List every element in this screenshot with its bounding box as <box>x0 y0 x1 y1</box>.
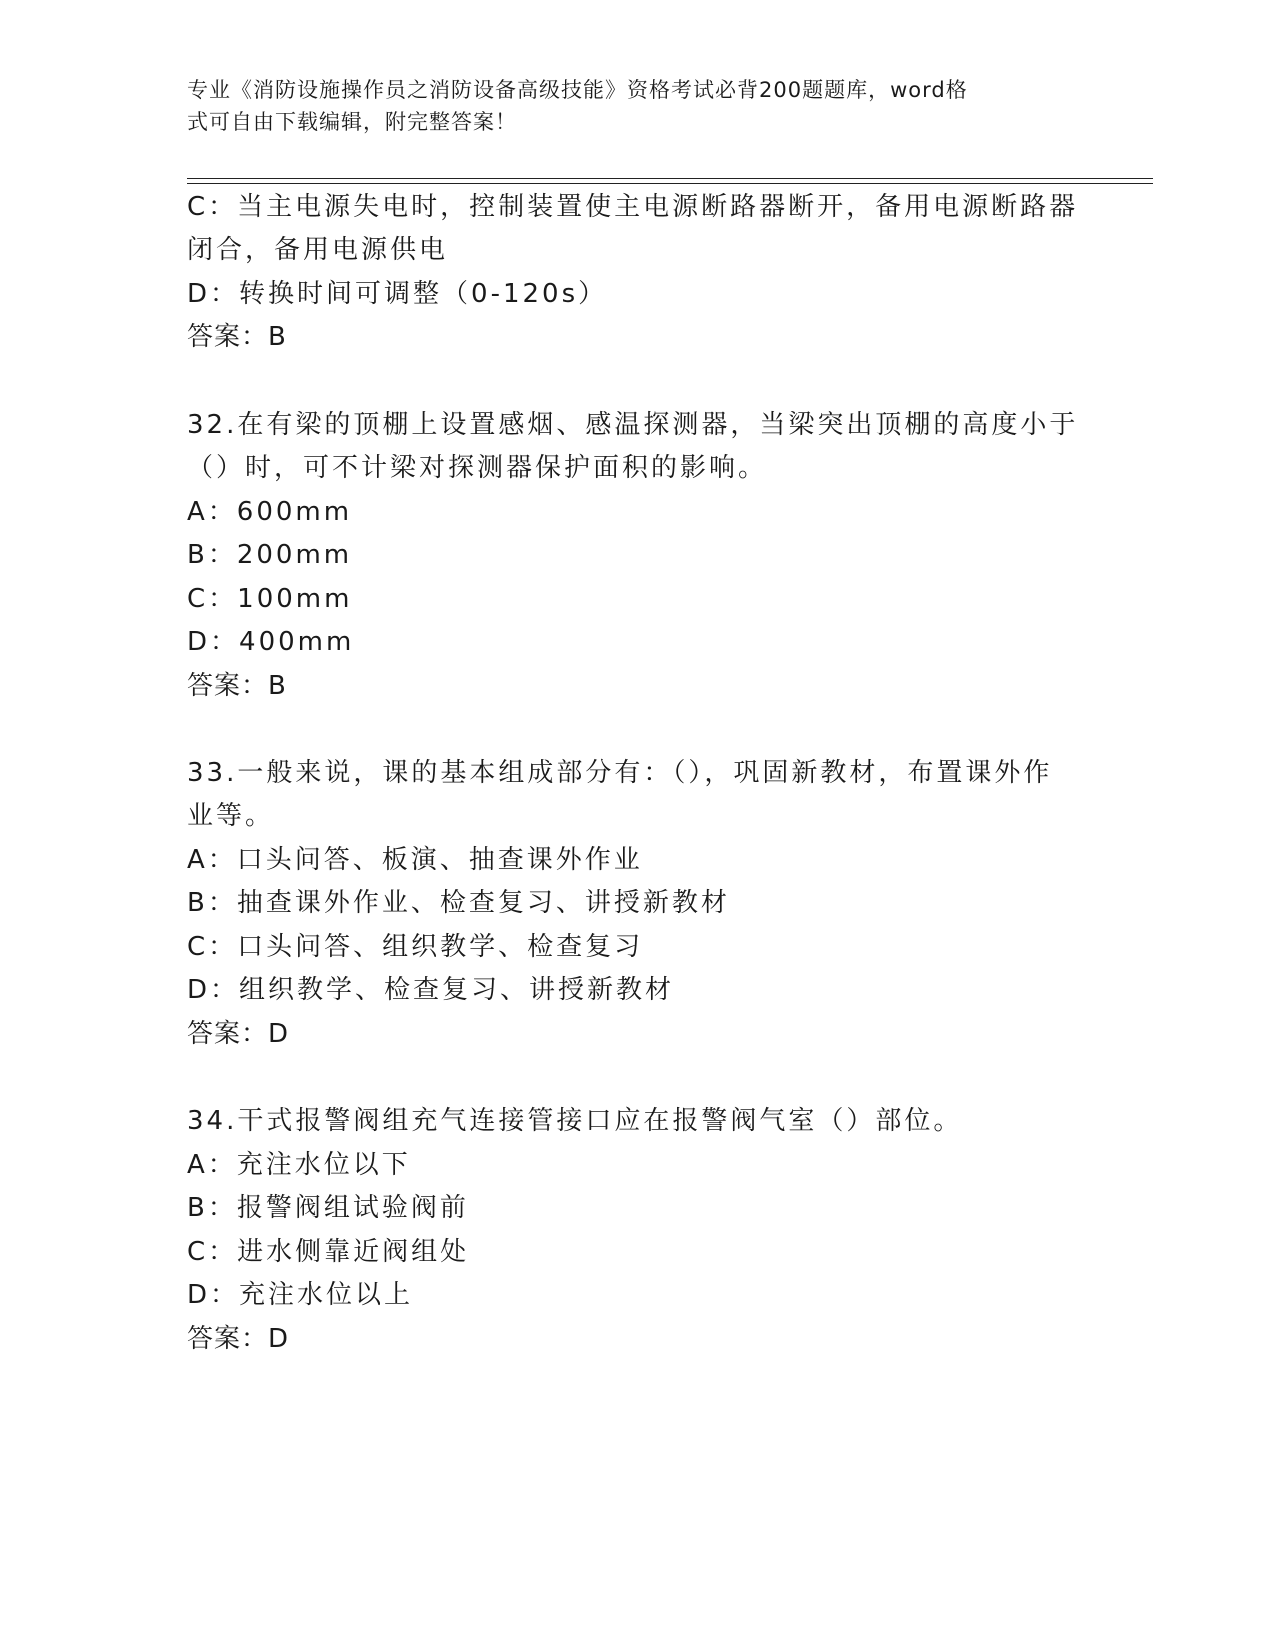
q32-option-c: C：100mm <box>187 584 353 614</box>
q31-answer: 答案：B <box>187 322 287 352</box>
q34-answer: 答案：D <box>187 1324 290 1354</box>
q32-stem-line-2: （）时，可不计梁对探测器保护面积的影响。 <box>187 453 768 483</box>
q33-option-a: A：口头问答、板演、抽查课外作业 <box>187 845 643 875</box>
q33-option-c: C：口头问答、组织教学、检查复习 <box>187 932 644 962</box>
q33-stem-line-1: 33.一般来说，课的基本组成部分有：（），巩固新教材，布置课外作 <box>187 758 1053 788</box>
q32-option-d: D：400mm <box>187 627 355 657</box>
header-line-1: 专业《消防设施操作员之消防设备高级技能》资格考试必背200题题库，word格 <box>187 78 968 102</box>
q31-option-d: D：转换时间可调整（0-120s） <box>187 279 608 309</box>
header-divider-top <box>187 178 1153 179</box>
document-header <box>187 74 1067 138</box>
header-divider-bottom <box>187 183 1153 184</box>
q32-stem-line-1: 32.在有梁的顶棚上设置感烟、感温探测器，当梁突出顶棚的高度小于 <box>187 410 1079 440</box>
q33-stem-line-2: 业等。 <box>187 801 275 831</box>
q33-option-d: D：组织教学、检查复习、讲授新教材 <box>187 975 675 1005</box>
q34-option-a: A：充注水位以下 <box>187 1150 411 1180</box>
q32-option-b: B：200mm <box>187 540 353 570</box>
q31-option-c-line-1: C：当主电源失电时，控制装置使主电源断路器断开，备用电源断路器 <box>187 192 1079 222</box>
q34-option-c: C：进水侧靠近阀组处 <box>187 1237 470 1267</box>
q33-option-b: B：抽查课外作业、检查复习、讲授新教材 <box>187 888 730 918</box>
q33-answer: 答案：D <box>187 1019 290 1049</box>
q32-option-a: A：600mm <box>187 497 353 527</box>
q34-stem-line-1: 34.干式报警阀组充气连接管接口应在报警阀气室（）部位。 <box>187 1106 963 1136</box>
q34-option-b: B：报警阀组试验阀前 <box>187 1193 469 1223</box>
q34-option-d: D：充注水位以上 <box>187 1280 414 1310</box>
q31-option-c-line-2: 闭合，备用电源供电 <box>187 235 449 265</box>
header-line-2: 式可自由下载编辑，附完整答案！ <box>187 110 517 134</box>
q32-answer: 答案：B <box>187 671 287 701</box>
